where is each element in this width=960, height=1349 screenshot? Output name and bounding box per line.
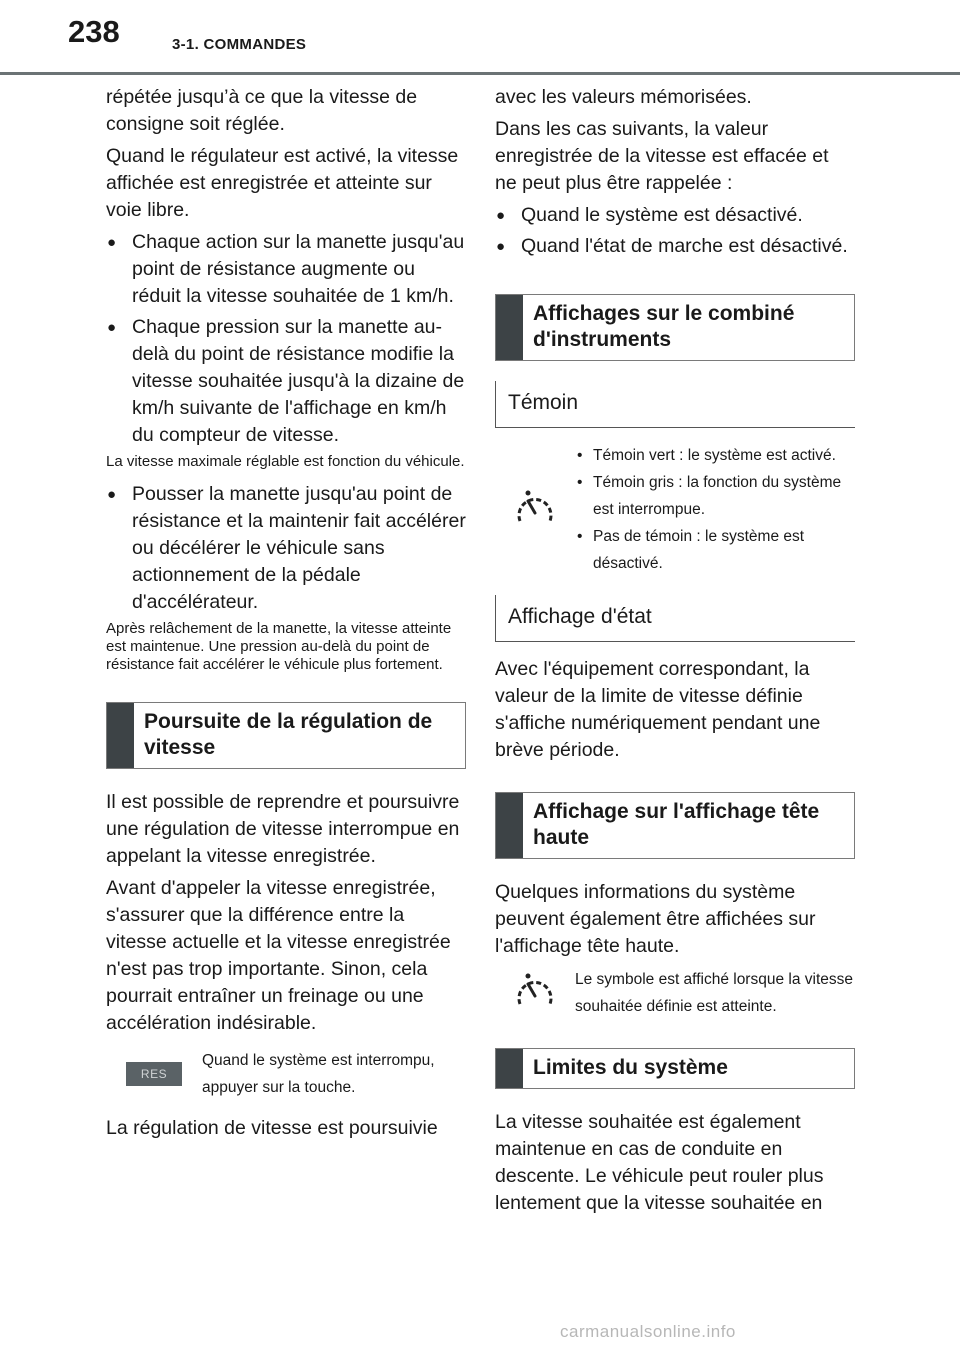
sub-heading: Affichage d'état <box>495 595 855 642</box>
paragraph: La régulation de vitesse est poursuivie <box>106 1117 438 1139</box>
small-note: La vitesse maximale réglable est fonction du véhicule. <box>106 453 465 470</box>
heading-text: Poursuite de la régulation de vitesse <box>144 710 433 759</box>
section-heading <box>495 792 855 859</box>
header-rule <box>0 72 960 75</box>
bullet-item: ● Chaque pression sur la manette au-delà du point de résistance modifie la vitesse souhaitée jusqu'à la dizaine de km/h suivante de l'affichage en km/h du compteur de vitesse. <box>106 314 466 449</box>
list-item: • Témoin gris : la fonction du système est interrompue. <box>575 469 855 523</box>
heading-text: Limites du système <box>533 1056 728 1079</box>
right-column <box>495 84 855 1222</box>
bullet-item: ● Quand l'état de marche est désactivé. <box>495 233 855 260</box>
paragraph: Avec l'équipement correspondant, la valeur de la limite de vitesse définie s'affiche numériquement pendant une brève période. <box>495 658 821 761</box>
left-column <box>106 84 466 1147</box>
heading-text: Affichage sur l'affichage tête haute <box>533 800 820 849</box>
heading-bar <box>496 295 523 360</box>
res-button-icon: RES <box>126 1062 182 1086</box>
paragraph: Quand le régulateur est activé, la vitesse affichée est enregistrée et atteinte sur voie libre. <box>106 145 459 221</box>
bullet-item: ● Pousser la manette jusqu'au point de résistance et la maintenir fait accélérer ou décélérer le véhicule sans actionnement de la pédale d'accélérateur. <box>106 481 466 616</box>
paragraph: Quelques informations du système peuvent également être affichées sur l'affichage tête haute. <box>495 881 816 957</box>
paragraph: La vitesse souhaitée est également maintenue en cas de conduite en descente. Le véhicule peut rouler plus lentement que la vitesse souhaitée en <box>495 1111 824 1214</box>
bullet-item: ● Chaque action sur la manette jusqu'au point de résistance augmente ou réduit la vitesse souhaitée de 1 km/h. <box>106 229 466 310</box>
hud-row <box>495 966 855 1020</box>
page-number: 238 <box>68 14 120 49</box>
res-note: Quand le système est interrompu, appuyer sur la touche. <box>202 1052 435 1096</box>
res-button-row <box>106 1047 466 1101</box>
heading-bar <box>107 703 134 768</box>
section-title: 3-1. COMMANDES <box>172 36 307 53</box>
heading-bar <box>496 1049 523 1088</box>
section-heading <box>106 702 466 769</box>
speedometer-icon <box>512 970 558 1016</box>
sub-heading: Témoin <box>495 381 855 428</box>
paragraph: Il est possible de reprendre et poursuivre une régulation de vitesse interrompue en appelant la vitesse enregistrée. <box>106 791 460 867</box>
bullet-item: ● Quand le système est désactivé. <box>495 202 855 229</box>
paragraph: Dans les cas suivants, la valeur enregistrée de la vitesse est effacée et ne peut plus être rappelée : <box>495 118 829 194</box>
hud-note: Le symbole est affiché lorsque la vitesse souhaitée définie est atteinte. <box>575 971 854 1015</box>
section-heading <box>495 1048 855 1089</box>
indicator-row <box>495 442 855 577</box>
list-item: • Témoin vert : le système est activé. <box>575 442 855 469</box>
watermark: carmanualsonline.info <box>560 1322 736 1341</box>
small-note: Après relâchement de la manette, la vitesse atteinte est maintenue. Une pression au-delà du point de résistance fait accélérer le véhicule plus fortement. <box>106 620 452 673</box>
heading-text: Affichages sur le combiné d'instruments <box>533 302 795 351</box>
section-heading <box>495 294 855 361</box>
page-header <box>0 0 960 76</box>
indicator-list <box>575 442 855 577</box>
list-item: • Pas de témoin : le système est désactivé. <box>575 523 855 577</box>
speedometer-icon <box>512 487 558 533</box>
paragraph: Avant d'appeler la vitesse enregistrée, s'assurer que la différence entre la vitesse actuelle et la vitesse enregistrée n'est pas trop importante. Sinon, cela pourrait entraîner un freinage ou une accélération indésirable. <box>106 877 451 1034</box>
heading-bar <box>496 793 523 858</box>
paragraph: avec les valeurs mémorisées. <box>495 86 752 108</box>
paragraph: répétée jusqu’à ce que la vitesse de consigne soit réglée. <box>106 86 418 135</box>
